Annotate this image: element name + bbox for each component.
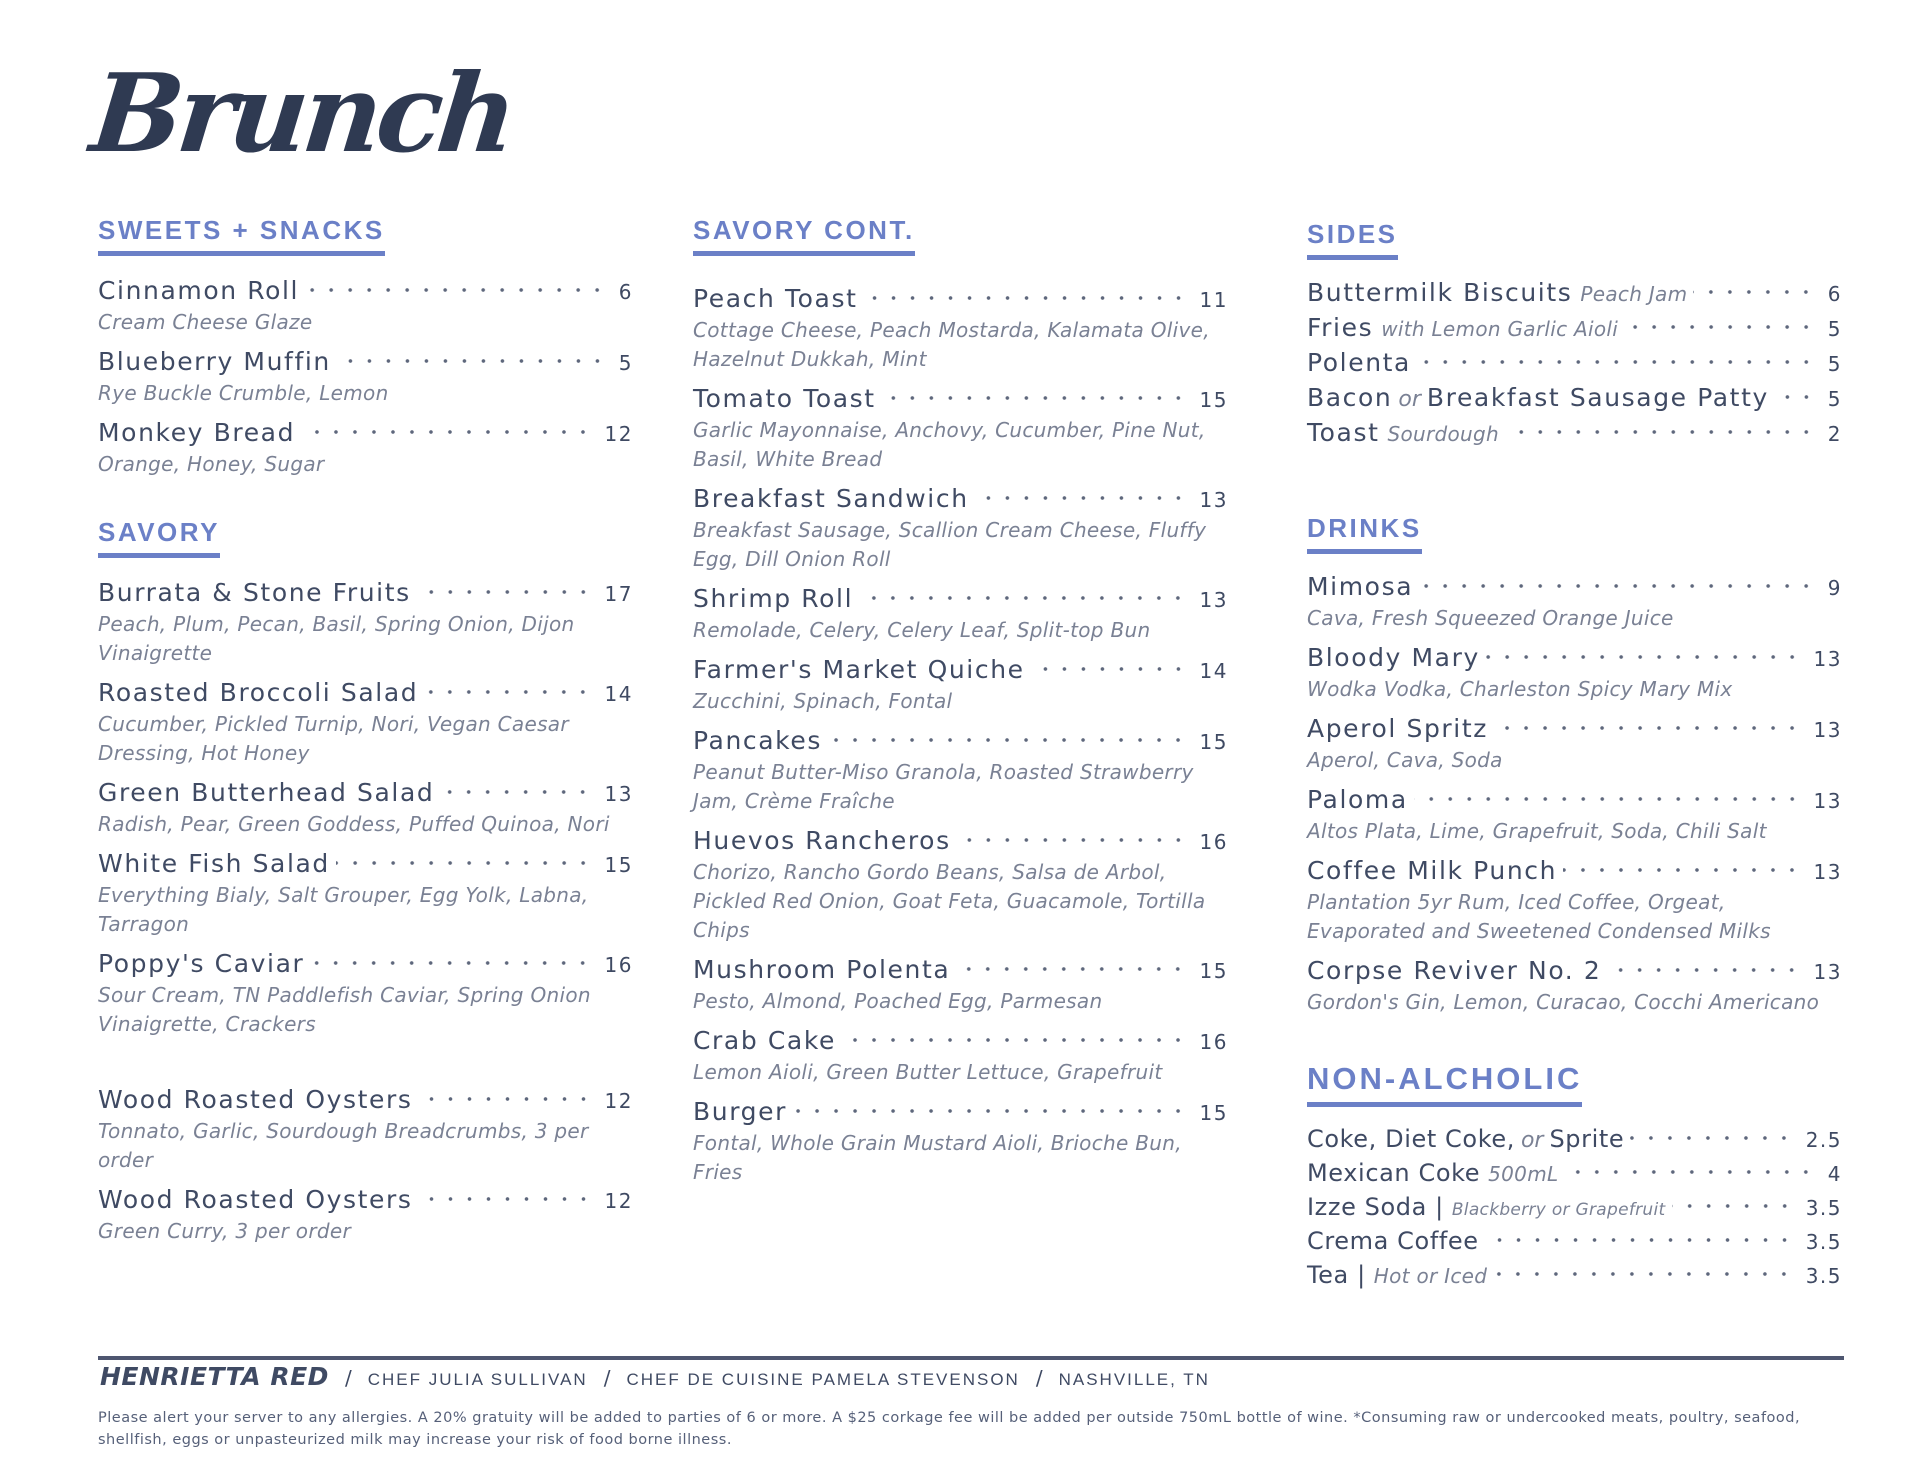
leader-dots: [419, 1088, 593, 1110]
menu-item: [1307, 714, 1842, 775]
item-price: 12: [604, 421, 633, 446]
item-description: Wodka Vodka, Charleston Spicy Mary Mix: [1307, 676, 1733, 701]
leader-dots: [310, 952, 592, 974]
item-name: Tea |: [1307, 1261, 1366, 1290]
leader-dots: [301, 421, 592, 443]
menu-item: [1307, 956, 1842, 1017]
item-description: Chorizo, Rancho Gordo Beans, Salsa de Arbol, Pickled Red Onion, Goat Feta, Guacamole, Tortilla Chips: [693, 859, 1206, 942]
footer-credits: [100, 1362, 1210, 1391]
separator: /: [1035, 1366, 1043, 1390]
separator: /: [603, 1366, 611, 1390]
leader-dots: [1485, 1229, 1794, 1251]
section-savory: [98, 518, 633, 1049]
item-price: 16: [1199, 1029, 1228, 1054]
item-name: Mushroom Polenta: [693, 954, 951, 984]
item-description: Plantation 5yr Rum, Iced Coffee, Orgeat, Evaporated and Sweetened Condensed Milks: [1307, 889, 1771, 943]
leader-dots: [1693, 281, 1815, 303]
item-note: Peach Jam: [1580, 281, 1688, 306]
item-price: 15: [1199, 729, 1228, 754]
menu-item: [1307, 313, 1842, 342]
leader-dots: [1419, 575, 1816, 597]
section-title: SWEETS + SNACKS: [98, 216, 385, 256]
item-price: 3.5: [1805, 1196, 1842, 1221]
leader-dots: [793, 1100, 1188, 1122]
item-price: 13: [604, 781, 633, 806]
item-name: Roasted Broccoli Salad: [98, 677, 419, 707]
item-price: 3.5: [1805, 1264, 1842, 1289]
menu-item: [693, 826, 1228, 945]
item-description: Peanut Butter-Miso Granola, Roasted Strawberry Jam, Crème Fraîche: [693, 759, 1194, 813]
leader-dots: [882, 387, 1188, 409]
item-name: Aperol Spritz: [1307, 713, 1488, 743]
section-savory-cont: [693, 216, 1228, 1197]
menu-item: [1307, 1193, 1842, 1221]
item-price: 13: [1813, 959, 1842, 984]
item-note: Blackberry or Grapefruit: [1451, 1200, 1666, 1221]
item-price: 17: [604, 581, 633, 606]
separator: /: [344, 1366, 352, 1390]
item-name: Green Butterhead Salad: [98, 777, 435, 807]
item-name: Fries: [1307, 312, 1374, 342]
item-name: Polenta: [1307, 347, 1411, 377]
item-description: Sour Cream, TN Paddlefish Caviar, Spring Onion Vinaigrette, Crackers: [98, 982, 591, 1036]
or-connector: or: [1398, 386, 1421, 412]
footer-rule: [98, 1356, 1844, 1360]
item-description: Pesto, Almond, Poached Egg, Parmesan: [693, 988, 1103, 1013]
item-name-alt: Breakfast Sausage Patty: [1426, 382, 1769, 412]
item-price: 14: [1199, 658, 1228, 683]
leader-dots: [1672, 1195, 1794, 1217]
menu-item: [693, 484, 1228, 574]
menu-item: [1307, 383, 1842, 412]
section-non-alcoholic: [1307, 1062, 1842, 1295]
section-title: SIDES: [1307, 220, 1398, 260]
leader-dots: [1564, 1161, 1815, 1183]
menu-item: [693, 655, 1228, 716]
item-name: Cinnamon Roll: [98, 275, 300, 305]
item-price: 11: [1199, 287, 1228, 312]
item-name: Coke, Diet Coke,: [1307, 1125, 1515, 1154]
menu-item: [693, 1026, 1228, 1087]
section-title: SAVORY CONT.: [693, 216, 915, 256]
item-name: White Fish Salad: [98, 848, 330, 878]
menu-item: [1307, 278, 1842, 307]
item-name: Wood Roasted Oysters: [98, 1085, 413, 1114]
item-name: Monkey Bread: [98, 417, 296, 447]
leader-dots: [1493, 1263, 1793, 1285]
leader-dots: [957, 829, 1188, 851]
item-name-alt: Sprite: [1549, 1125, 1625, 1154]
leader-dots: [1414, 788, 1802, 810]
menu-item: [98, 678, 633, 768]
item-price: 2: [1827, 421, 1842, 446]
menu-item: [1307, 785, 1842, 846]
item-name: Huevos Rancheros: [693, 825, 951, 855]
item-name: Mexican Coke: [1307, 1159, 1481, 1188]
item-name: Paloma: [1307, 784, 1408, 814]
section-sweets-snacks: [98, 216, 633, 489]
item-name: Coffee Milk Punch: [1307, 855, 1558, 885]
menu-item: [1307, 856, 1842, 946]
item-price: 16: [604, 952, 633, 977]
item-price: 4: [1827, 1162, 1842, 1187]
menu-item: [1307, 572, 1842, 633]
menu-item: [98, 849, 633, 939]
menu-title: Brunch: [85, 51, 519, 177]
item-price: 15: [1199, 387, 1228, 412]
leader-dots: [1775, 386, 1816, 408]
leader-dots: [305, 279, 607, 301]
menu-item: [1307, 1159, 1842, 1187]
item-name: Crab Cake: [693, 1025, 837, 1055]
leader-dots: [975, 487, 1188, 509]
item-description: Zucchini, Spinach, Fontal: [693, 688, 953, 713]
menu-item: [98, 1085, 633, 1175]
item-description: Cucumber, Pickled Turnip, Nori, Vegan Caesar Dressing, Hot Honey: [98, 711, 569, 765]
menu-item: [1307, 1125, 1842, 1153]
item-description: Tonnato, Garlic, Sourdough Breadcrumbs, 3 per order: [98, 1119, 589, 1172]
section-sides: [1307, 220, 1842, 453]
item-price: 15: [604, 852, 633, 877]
item-description: Garlic Mayonnaise, Anchovy, Cucumber, Pine Nut, Basil, White Bread: [693, 417, 1206, 471]
menu-item: [1307, 348, 1842, 377]
item-description: Fontal, Whole Grain Mustard Aioli, Brioche Bun, Fries: [693, 1130, 1182, 1184]
item-price: 15: [1199, 1100, 1228, 1125]
item-name: Mimosa: [1307, 571, 1414, 601]
menu-item: [98, 778, 633, 839]
item-description: Breakfast Sausage, Scallion Cream Cheese, Fluffy Egg, Dill Onion Roll: [693, 517, 1207, 571]
item-price: 9: [1827, 575, 1842, 600]
leader-dots: [1505, 421, 1816, 443]
item-name: Bacon: [1307, 382, 1393, 412]
item-description: Rye Buckle Crumble, Lemon: [98, 380, 389, 405]
item-note: with Lemon Garlic Aioli: [1381, 316, 1619, 341]
menu-item: [693, 584, 1228, 645]
menu-item: [693, 1097, 1228, 1187]
menu-item: [98, 578, 633, 668]
item-price: 5: [1827, 386, 1842, 411]
item-name: Burger: [693, 1096, 787, 1126]
item-description: Everything Bialy, Salt Grouper, Egg Yolk, Labna, Tarragon: [98, 882, 589, 936]
leader-dots: [424, 681, 592, 703]
leader-dots: [419, 1188, 593, 1210]
menu-item: [1307, 1227, 1842, 1255]
leader-dots: [1494, 717, 1802, 739]
leader-dots: [440, 781, 592, 803]
item-description: Green Curry, 3 per order: [98, 1219, 351, 1243]
leader-dots: [1607, 959, 1801, 981]
menu-item: [1307, 418, 1842, 447]
item-name: Izze Soda |: [1307, 1193, 1444, 1222]
leader-dots: [842, 1029, 1188, 1051]
leader-dots: [1417, 351, 1816, 373]
item-name: Shrimp Roll: [693, 583, 854, 613]
leader-dots: [1624, 316, 1816, 338]
leader-dots: [828, 729, 1188, 751]
leader-dots: [1630, 1127, 1793, 1149]
location: NASHVILLE, TN: [1058, 1370, 1210, 1389]
item-description: Cava, Fresh Squeezed Orange Juice: [1307, 605, 1674, 630]
menu-item: [693, 955, 1228, 1016]
section-title: DRINKS: [1307, 514, 1422, 554]
item-description: Orange, Honey, Sugar: [98, 451, 325, 476]
menu-item: [98, 418, 633, 479]
chef-de-cuisine-credit: CHEF DE CUISINE PAMELA STEVENSON: [626, 1370, 1020, 1389]
item-name: Farmer's Market Quiche: [693, 654, 1025, 684]
item-price: 5: [1827, 316, 1842, 341]
item-price: 12: [604, 1089, 633, 1113]
item-note: Sourdough: [1387, 421, 1499, 446]
item-description: Lemon Aioli, Green Butter Lettuce, Grapefruit: [693, 1059, 1163, 1084]
leader-dots: [864, 287, 1188, 309]
item-price: 14: [604, 681, 633, 706]
item-price: 13: [1813, 788, 1842, 813]
item-price: 13: [1813, 646, 1842, 671]
item-price: 5: [618, 350, 633, 375]
leader-dots: [1486, 646, 1802, 668]
menu-item: [98, 347, 633, 408]
leader-dots: [1031, 658, 1188, 680]
section-drinks: [1307, 514, 1842, 1027]
menu-item: [693, 284, 1228, 374]
or-connector: or: [1520, 1128, 1544, 1154]
menu-item: [1307, 643, 1842, 704]
item-note: Hot or Iced: [1373, 1264, 1488, 1289]
item-name: Buttermilk Biscuits: [1307, 277, 1573, 307]
item-name: Wood Roasted Oysters: [98, 1185, 413, 1214]
item-price: 12: [604, 1189, 633, 1213]
menu-item: [98, 949, 633, 1039]
item-price: 13: [1199, 587, 1228, 612]
item-price: 6: [1827, 281, 1842, 306]
item-description: Radish, Pear, Green Goddess, Puffed Quinoa, Nori: [98, 811, 610, 836]
item-description: Cottage Cheese, Peach Mostarda, Kalamata Olive, Hazelnut Dukkah, Mint: [693, 317, 1210, 371]
item-name: Crema Coffee: [1307, 1227, 1479, 1256]
item-name: Poppy's Caviar: [98, 948, 305, 978]
item-price: 3.5: [1805, 1230, 1842, 1255]
leader-dots: [1563, 859, 1801, 881]
item-name: Bloody Mary: [1307, 642, 1480, 672]
item-price: 6: [618, 279, 633, 304]
item-description: Cream Cheese Glaze: [98, 309, 313, 334]
item-description: Altos Plata, Lime, Grapefruit, Soda, Chili Salt: [1307, 818, 1767, 843]
item-description: Gordon's Gin, Lemon, Curacao, Cocchi Americano: [1307, 989, 1820, 1014]
item-price: 13: [1813, 717, 1842, 742]
leader-dots: [337, 350, 607, 372]
menu-item: [98, 1185, 633, 1246]
item-name: Corpse Reviver No. 2: [1307, 955, 1602, 985]
leader-dots: [417, 581, 593, 603]
item-name: Burrata & Stone Fruits: [98, 577, 411, 607]
item-name: Pancakes: [693, 725, 822, 755]
item-price: 2.5: [1805, 1128, 1842, 1153]
item-description: Remolade, Celery, Celery Leaf, Split-top Bun: [693, 617, 1151, 642]
leader-dots: [336, 852, 593, 874]
item-description: Aperol, Cava, Soda: [1307, 747, 1503, 772]
menu-item: [98, 276, 633, 337]
restaurant-logo: HENRIETTA RED: [100, 1362, 329, 1391]
item-name: Blueberry Muffin: [98, 346, 331, 376]
item-price: 15: [1199, 958, 1228, 983]
item-price: 16: [1199, 829, 1228, 854]
section-oysters: [98, 1085, 633, 1256]
fine-print: Please alert your server to any allergies. A 20% gratuity will be added to parties of 6 or more. A $25 corkage fee will be added per outside 750mL bottle of wine. *Consuming raw or undercooked meats, poultry, seafood, shellfish, eggs or unpasteurized milk may increase your risk of food borne illness.: [98, 1410, 1801, 1448]
menu-item: [693, 726, 1228, 816]
menu-item: [1307, 1261, 1842, 1289]
section-title: SAVORY: [98, 518, 220, 558]
item-price: 5: [1827, 351, 1842, 376]
item-name: Breakfast Sandwich: [693, 483, 969, 513]
menu-item: [693, 384, 1228, 474]
item-name: Tomato Toast: [693, 383, 876, 413]
item-price: 13: [1813, 859, 1842, 884]
item-name: Toast: [1307, 417, 1380, 447]
item-name: Peach Toast: [693, 283, 858, 313]
item-description: Peach, Plum, Pecan, Basil, Spring Onion, Dijon Vinaigrette: [98, 611, 575, 665]
chef-credit: CHEF JULIA SULLIVAN: [367, 1370, 588, 1389]
item-note: 500mL: [1488, 1162, 1559, 1187]
section-title: NON-ALCHOLIC: [1307, 1062, 1582, 1107]
item-price: 13: [1199, 487, 1228, 512]
leader-dots: [956, 958, 1187, 980]
leader-dots: [859, 587, 1187, 609]
